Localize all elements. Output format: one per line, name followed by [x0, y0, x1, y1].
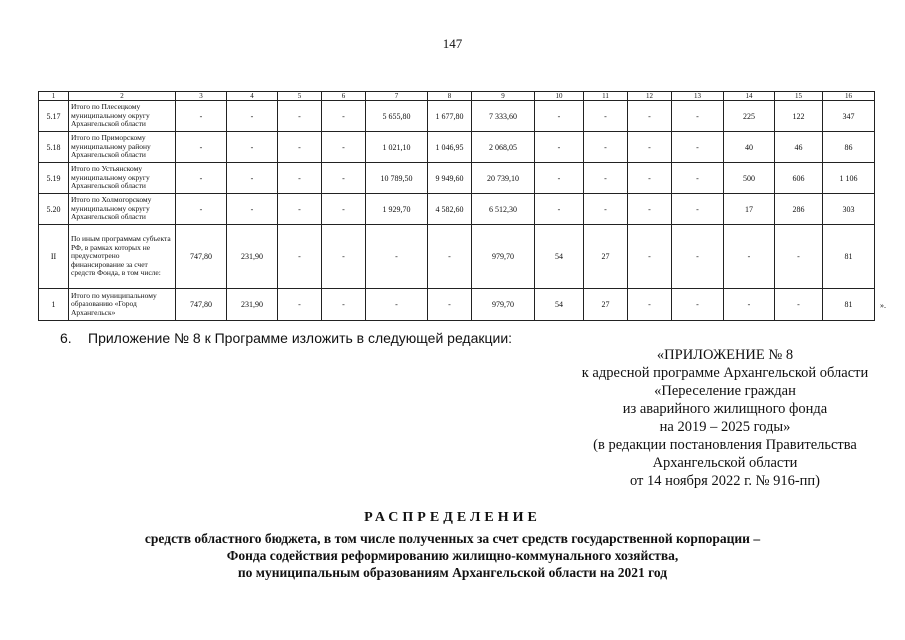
value-cell: 347 [823, 101, 875, 132]
table-row [39, 289, 875, 321]
value-cell: 27 [584, 225, 628, 289]
appendix-line: из аварийного жилищного фонда [622, 401, 828, 417]
column-header: 16 [823, 92, 875, 101]
column-header: 5 [278, 92, 322, 101]
table-row [39, 132, 875, 163]
value-cell: 231,90 [227, 289, 278, 321]
value-cell: 122 [775, 101, 823, 132]
value-cell: - [628, 194, 672, 225]
appendix-line: Архангельской области [652, 455, 798, 471]
column-header: 7 [366, 92, 428, 101]
row-number-cell: 5.17 [39, 101, 69, 132]
value-cell: 500 [724, 163, 775, 194]
value-cell: 979,70 [472, 289, 535, 321]
column-header: 12 [628, 92, 672, 101]
heading-line: средств областного бюджета, в том числе полученных за счет средств государственной корпорации – [144, 531, 761, 546]
value-cell: - [176, 194, 227, 225]
value-cell: 54 [535, 225, 584, 289]
value-cell: - [584, 132, 628, 163]
value-cell: 606 [775, 163, 823, 194]
row-name-cell: Итого по Приморскому муниципальному району Архангельской области [69, 132, 176, 163]
value-cell: - [176, 132, 227, 163]
value-cell: 7 333,60 [472, 101, 535, 132]
value-cell: - [672, 101, 724, 132]
value-cell: 747,80 [176, 225, 227, 289]
value-cell: - [628, 289, 672, 321]
value-cell: 40 [724, 132, 775, 163]
value-cell: - [428, 289, 472, 321]
row-name-cell: Итого по Холмогорскому муниципальному округу Архангельской области [69, 194, 176, 225]
column-header: 8 [428, 92, 472, 101]
value-cell: - [672, 289, 724, 321]
value-cell: 1 929,70 [366, 194, 428, 225]
distribution-heading [0, 510, 905, 581]
heading-line: Фонда содействия реформированию жилищно-коммунального хозяйства, [226, 548, 679, 563]
value-cell: - [322, 225, 366, 289]
column-header: 11 [584, 92, 628, 101]
value-cell: 20 739,10 [472, 163, 535, 194]
table-row [39, 101, 875, 132]
value-cell: - [628, 101, 672, 132]
column-header: 2 [69, 92, 176, 101]
value-cell: 286 [775, 194, 823, 225]
value-cell: - [278, 194, 322, 225]
value-cell: - [176, 163, 227, 194]
table-header-row [39, 92, 875, 101]
value-cell: - [278, 101, 322, 132]
value-cell: 1 106 [823, 163, 875, 194]
value-cell: - [278, 163, 322, 194]
value-cell: 86 [823, 132, 875, 163]
value-cell: - [322, 194, 366, 225]
value-cell: 231,90 [227, 225, 278, 289]
value-cell: - [584, 101, 628, 132]
value-cell: 2 068,05 [472, 132, 535, 163]
value-cell: - [628, 163, 672, 194]
row-name-cell: По иным программам субъекта РФ, в рамках которых не предусмотрено финансирование за счет средств Фонда, в том числе: [69, 225, 176, 289]
column-header: 15 [775, 92, 823, 101]
value-cell: - [322, 101, 366, 132]
row-name-cell: Итого по Устьянскому муниципальному округу Архангельской области [69, 163, 176, 194]
column-header: 4 [227, 92, 278, 101]
appendix-block [560, 346, 890, 490]
table-row [39, 194, 875, 225]
value-cell: - [584, 194, 628, 225]
value-cell: 1 046,95 [428, 132, 472, 163]
value-cell: 17 [724, 194, 775, 225]
value-cell: - [724, 289, 775, 321]
value-cell: 1 677,80 [428, 101, 472, 132]
value-cell: - [535, 101, 584, 132]
value-cell: - [724, 225, 775, 289]
value-cell: 6 512,30 [472, 194, 535, 225]
value-cell: - [366, 225, 428, 289]
appendix-line: на 2019 – 2025 годы» [659, 419, 791, 435]
appendix-line: (в редакции постановления Правительства [593, 437, 857, 453]
value-cell: - [227, 101, 278, 132]
value-cell: - [428, 225, 472, 289]
value-cell: - [628, 132, 672, 163]
value-cell: - [278, 225, 322, 289]
row-number-cell: 1 [39, 289, 69, 321]
table-body [39, 101, 875, 321]
column-header: 14 [724, 92, 775, 101]
item-number: 6. [60, 330, 72, 346]
closing-quote: ». [880, 301, 886, 310]
value-cell: - [672, 163, 724, 194]
table-row [39, 163, 875, 194]
appendix-line: «ПРИЛОЖЕНИЕ № 8 [656, 347, 794, 363]
value-cell: 303 [823, 194, 875, 225]
value-cell: - [278, 289, 322, 321]
value-cell: 10 789,50 [366, 163, 428, 194]
value-cell: - [672, 225, 724, 289]
value-cell: 4 582,60 [428, 194, 472, 225]
value-cell: - [227, 132, 278, 163]
value-cell: 225 [724, 101, 775, 132]
value-cell: - [535, 163, 584, 194]
value-cell: - [322, 163, 366, 194]
value-cell: 979,70 [472, 225, 535, 289]
page-number: 147 [442, 36, 463, 51]
value-cell: - [278, 132, 322, 163]
value-cell: - [227, 163, 278, 194]
value-cell: 81 [823, 289, 875, 321]
value-cell: 5 655,80 [366, 101, 428, 132]
column-header: 10 [535, 92, 584, 101]
value-cell: - [535, 132, 584, 163]
row-name-cell: Итого по Плесецкому муниципальному округу Архангельской области [69, 101, 176, 132]
row-number-cell: 5.20 [39, 194, 69, 225]
budget-table [38, 91, 875, 321]
value-cell: - [628, 225, 672, 289]
value-cell: - [227, 194, 278, 225]
value-cell: - [322, 289, 366, 321]
table-row [39, 225, 875, 289]
value-cell: 747,80 [176, 289, 227, 321]
row-number-cell: II [39, 225, 69, 289]
value-cell: - [775, 289, 823, 321]
value-cell: 9 949,60 [428, 163, 472, 194]
value-cell: - [672, 132, 724, 163]
heading-line: по муниципальным образованиям Архангельской области на 2021 год [237, 565, 668, 580]
column-header: 6 [322, 92, 366, 101]
appendix-line: от 14 ноября 2022 г. № 916-пп) [629, 473, 821, 489]
appendix-line: «Переселение граждан [654, 383, 796, 399]
value-cell: 54 [535, 289, 584, 321]
value-cell: 46 [775, 132, 823, 163]
value-cell: - [366, 289, 428, 321]
row-number-cell: 5.18 [39, 132, 69, 163]
value-cell: - [672, 194, 724, 225]
column-header: 9 [472, 92, 535, 101]
row-name-cell: Итого по муниципальному образованию «Город Архангельск» [69, 289, 176, 321]
value-cell: 1 021,10 [366, 132, 428, 163]
item-text: Приложение № 8 к Программе изложить в следующей редакции: [88, 330, 513, 346]
item-paragraph [60, 330, 512, 346]
column-header: 13 [672, 92, 724, 101]
heading-title: РАСПРЕДЕЛЕНИЕ [364, 510, 541, 525]
column-header: 1 [39, 92, 69, 101]
column-header: 3 [176, 92, 227, 101]
row-number-cell: 5.19 [39, 163, 69, 194]
value-cell: - [322, 132, 366, 163]
appendix-line: к адресной программе Архангельской области [581, 365, 869, 381]
value-cell: 27 [584, 289, 628, 321]
value-cell: - [176, 101, 227, 132]
value-cell: - [584, 163, 628, 194]
value-cell: 81 [823, 225, 875, 289]
value-cell: - [775, 225, 823, 289]
value-cell: - [535, 194, 584, 225]
